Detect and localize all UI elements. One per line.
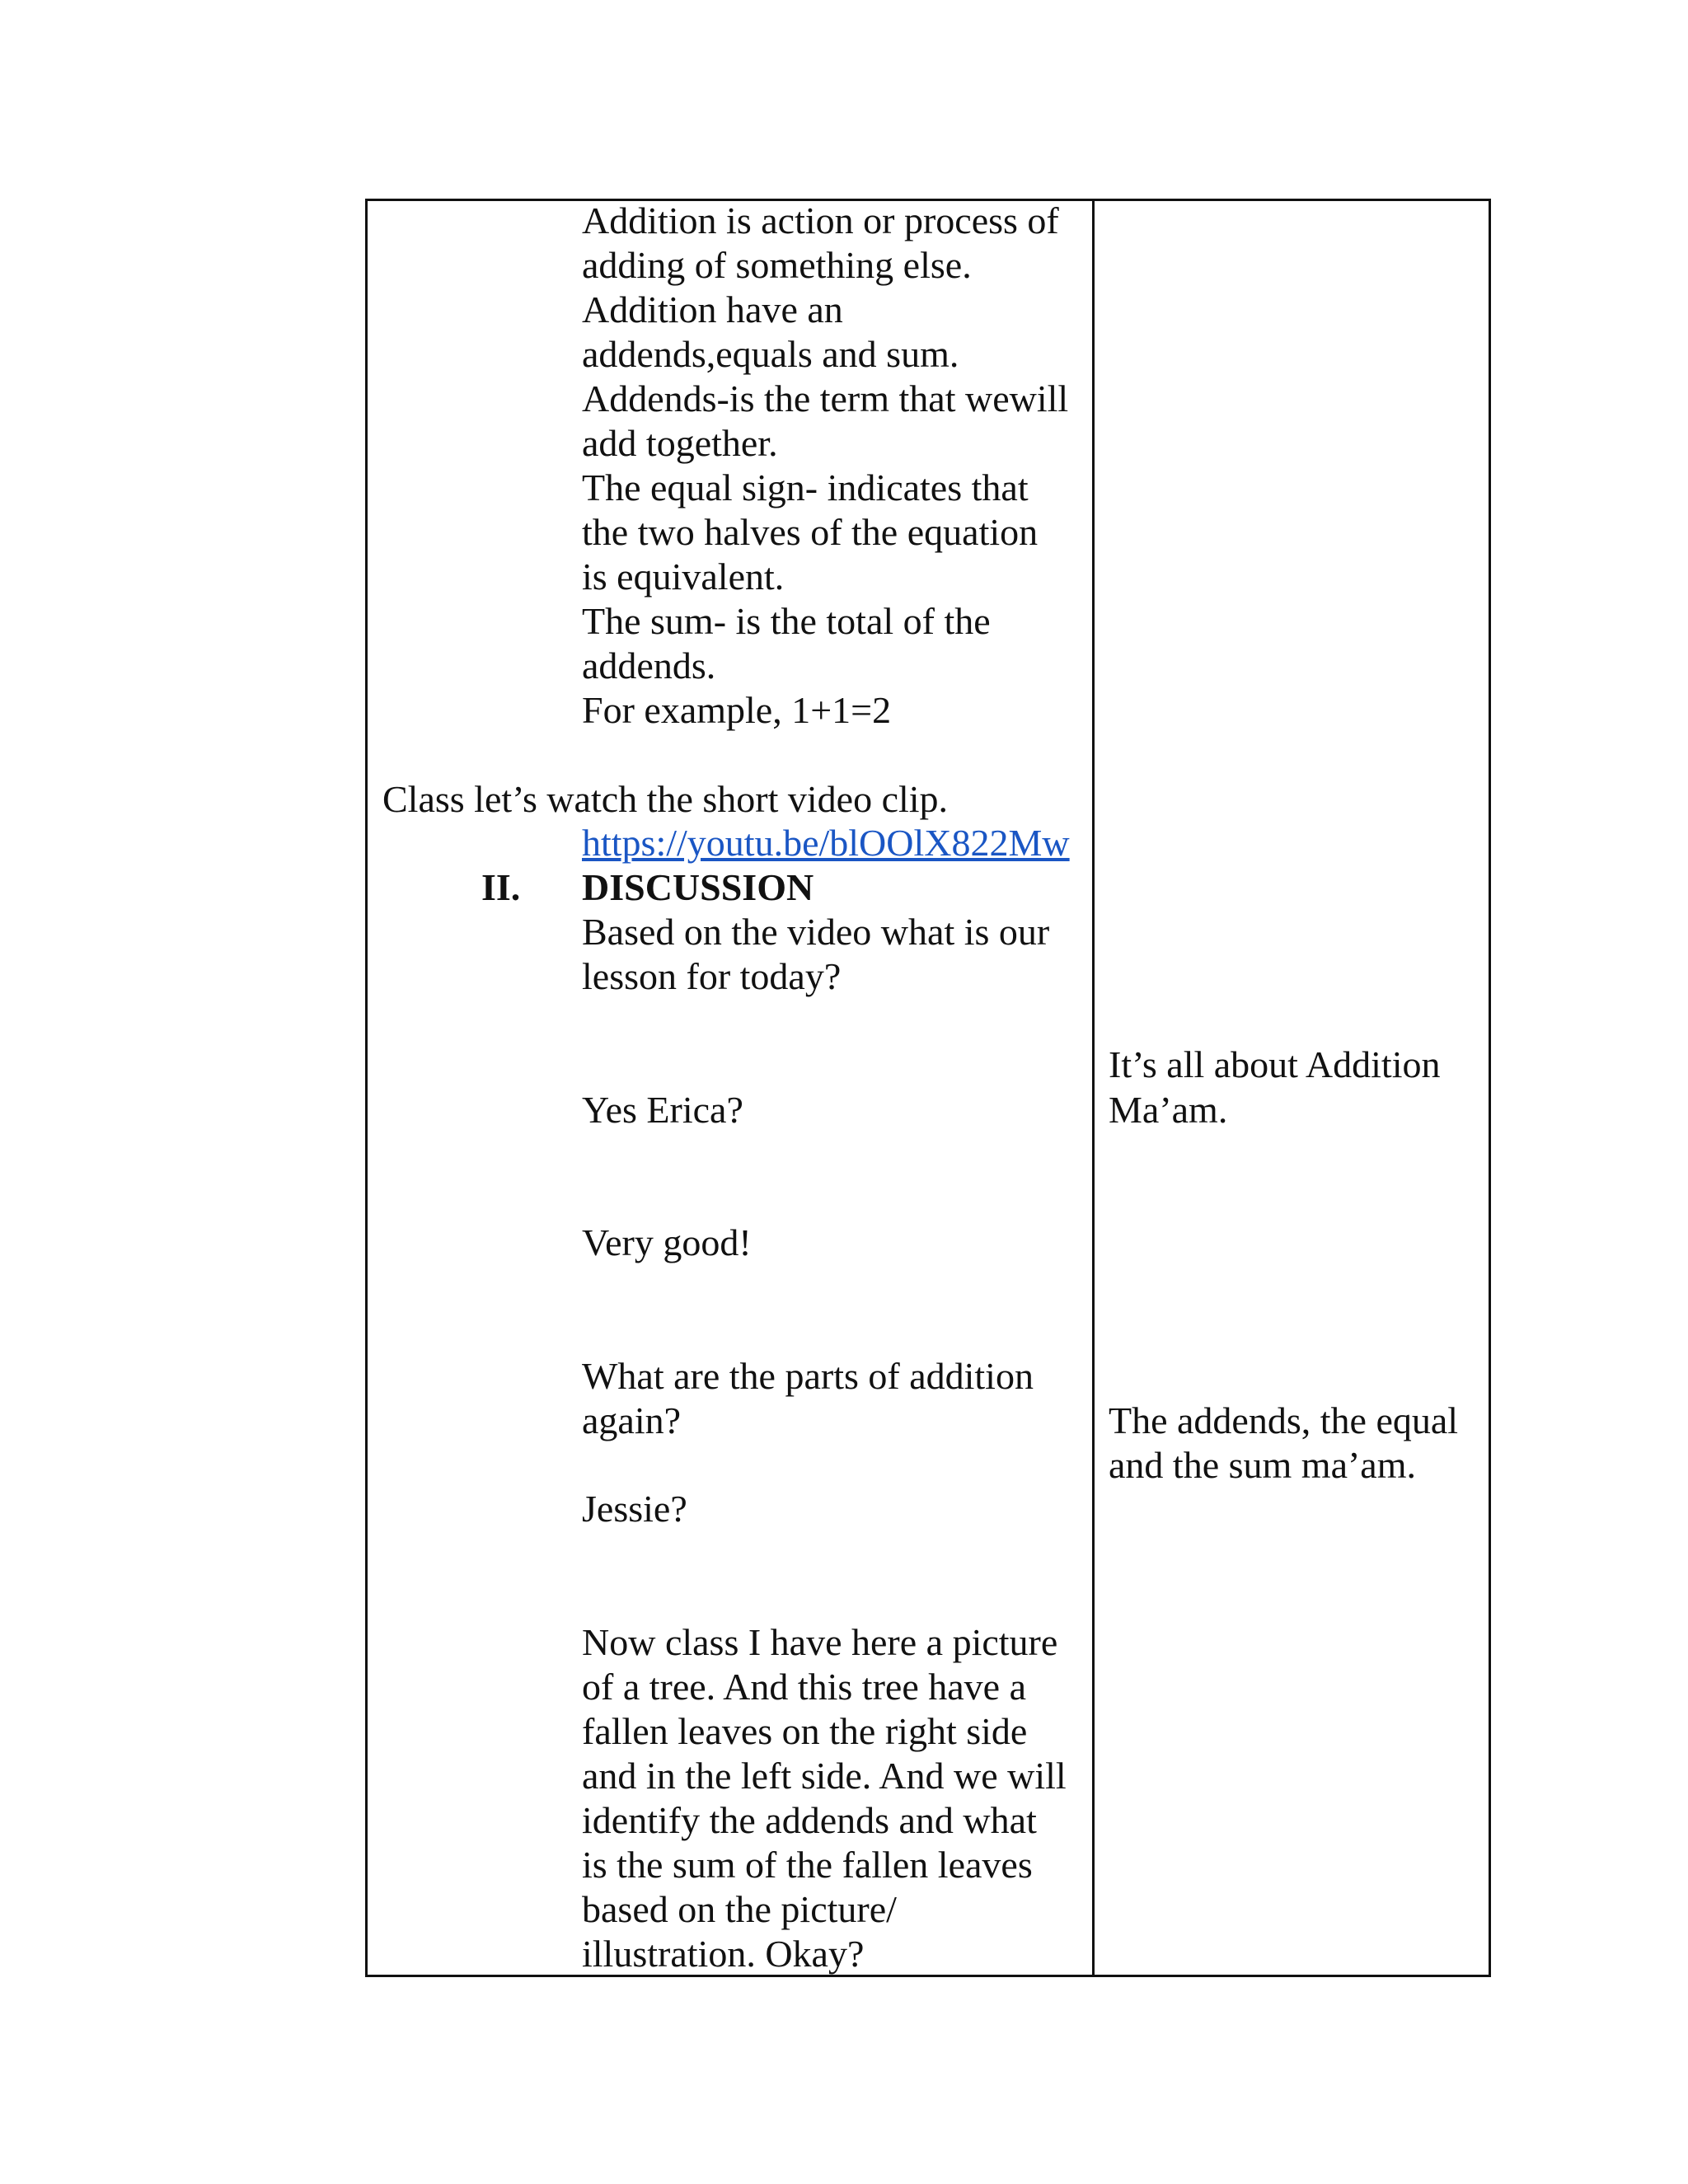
call-erica: Yes Erica? [582,1089,743,1131]
intro-line-5: Addends-is the term that wewill [582,377,1069,419]
tree-line-2: of a tree. And this tree have a [582,1666,1026,1708]
tree-line-4: and in the left side. And we will [582,1755,1067,1797]
tree-line-1: Now class I have here a picture [582,1621,1058,1663]
tree-line-8: illustration. Okay? [582,1933,865,1975]
intro-line-9: is equivalent. [582,555,785,598]
intro-line-11: addends. [582,644,716,687]
call-jessie: Jessie? [582,1488,687,1530]
student-answer-1-line-2: Ma’am. [1109,1089,1228,1131]
intro-line-6: add together. [582,422,778,464]
intro-line-12: For example, 1+1=2 [582,689,892,731]
question-line-2: lesson for today? [582,955,842,997]
intro-line-2: adding of something else. [582,244,972,286]
student-answer-2-line-1: The addends, the equal [1109,1399,1459,1441]
praise-text: Very good! [582,1221,752,1263]
intro-line-4: addends,equals and sum. [582,333,959,375]
video-link[interactable]: https://youtu.be/blOOlX822Mw [582,822,1070,864]
tree-line-7: based on the picture/ [582,1888,897,1930]
student-answer-1-line-1: It’s all about Addition [1109,1043,1441,1085]
tree-line-5: identify the addends and what [582,1799,1037,1841]
intro-line-3: Addition have an [582,288,843,330]
question-line-1: Based on the video what is our [582,911,1050,953]
tree-line-6: is the sum of the fallen leaves [582,1844,1033,1886]
parts-question-line-2: again? [582,1399,682,1441]
video-prompt: Class let’s watch the short video clip. [382,778,949,820]
intro-line-8: the two halves of the equation [582,511,1039,553]
intro-line-7: The equal sign- indicates that [582,466,1029,509]
section-number: II. [481,866,521,908]
intro-line-1: Addition is action or process of [582,199,1059,241]
student-answer-2-line-2: and the sum ma’am. [1109,1444,1417,1486]
section-title: DISCUSSION [582,866,814,908]
column-divider [1092,199,1095,1977]
tree-line-3: fallen leaves on the right side [582,1710,1028,1752]
intro-line-10: The sum- is the total of the [582,600,991,642]
parts-question-line-1: What are the parts of addition [582,1355,1034,1397]
